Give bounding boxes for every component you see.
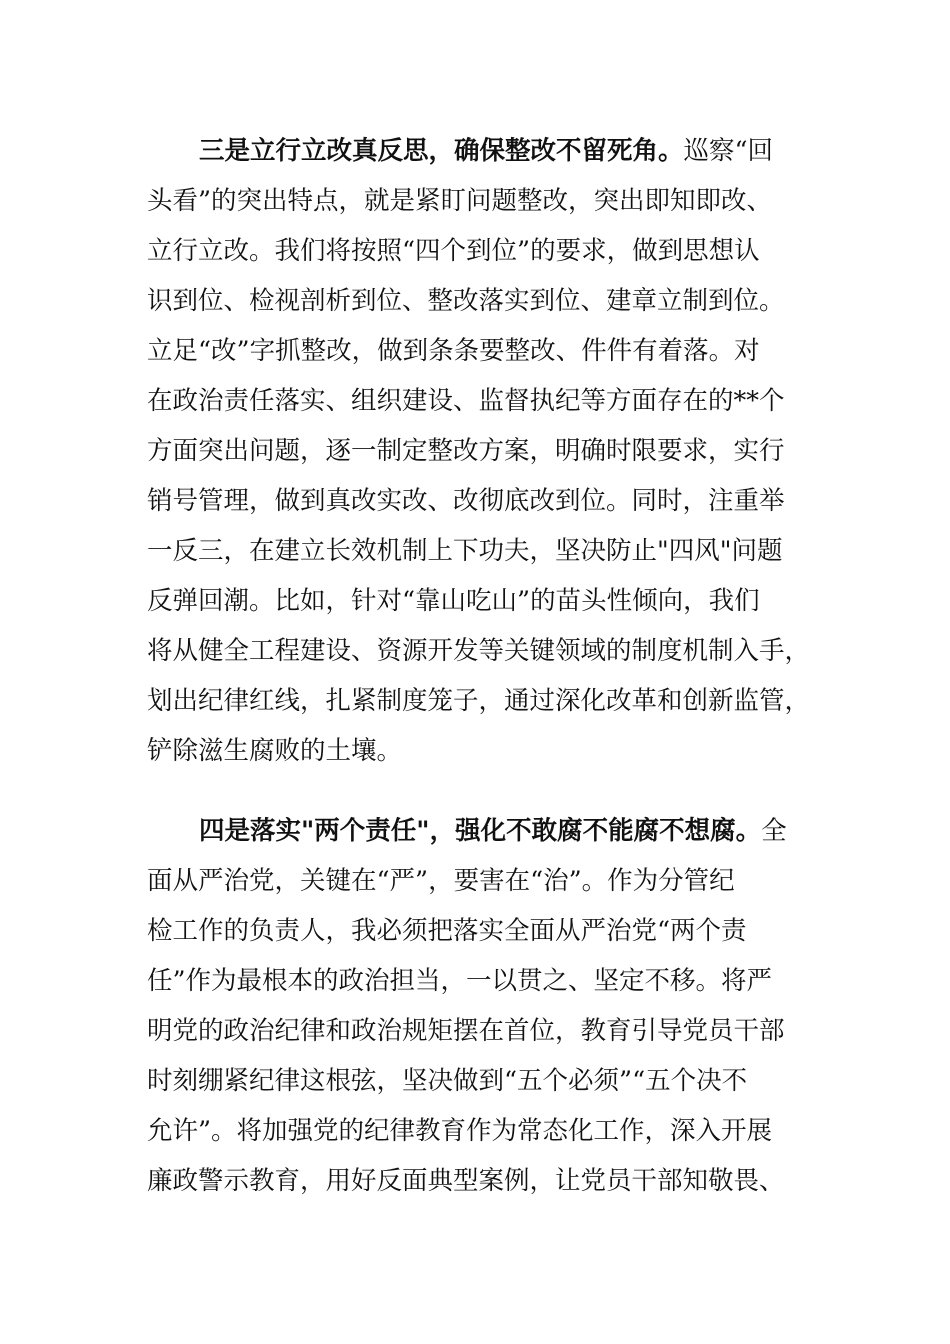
paragraph-line (147, 126, 807, 176)
paragraph-line: 廉政警示教育，用好反面典型案例，让党员干部知敬畏、 (147, 1166, 785, 1196)
paragraph-heading: 四是落实"两个责任"，强化不敢腐不能腐不想腐。 (199, 816, 762, 846)
paragraph-line: 识到位、检视剖析到位、整改落实到位、建章立制到位。 (147, 286, 785, 316)
paragraph-line: 立行立改。我们将按照“四个到位”的要求，做到思想认 (147, 236, 760, 266)
paragraph-line: 允许”。将加强党的纪律教育作为常态化工作，深入开展 (147, 1116, 773, 1146)
paragraph-line: 反弹回潮。比如，针对“靠山吃山”的苗头性倾向，我们 (147, 586, 760, 616)
paragraph-line: 明党的政治纪律和政治规矩摆在首位，教育引导党员干部 (147, 1016, 785, 1046)
paragraph-line: 立足“改”字抓整改，做到条条要整改、件件有着落。对 (147, 336, 760, 366)
paragraph-text: 巡察“回 (683, 136, 774, 166)
paragraph-line: 销号管理，做到真改实改、改彻底改到位。同时，注重举 (147, 486, 785, 516)
paragraph-line: 检工作的负责人，我必须把落实全面从严治党“两个责 (147, 916, 747, 946)
paragraph-text: 全 (761, 816, 787, 846)
paragraph-line: 铲除滋生腐败的土壤。 (147, 736, 403, 766)
paragraph-line (147, 806, 807, 856)
paragraph-line: 在政治责任落实、组织建设、监督执纪等方面存在的**个 (147, 386, 785, 416)
paragraph-line: 头看”的突出特点，就是紧盯问题整改，突出即知即改、 (147, 186, 773, 216)
paragraph-line: 任”作为最根本的政治担当，一以贯之、坚定不移。将严 (147, 966, 773, 996)
paragraph-line: 一反三，在建立长效机制上下功夫，坚决防止"四风"问题 (147, 536, 783, 566)
paragraph-line: 将从健全工程建设、资源开发等关键领域的制度机制入手， (147, 636, 811, 666)
paragraph-1 (147, 126, 811, 776)
paragraph-line: 时刻绷紧纪律这根弦，坚决做到“五个必须”“五个决不 (147, 1066, 748, 1096)
paragraph-line: 面从严治党，关键在“严”，要害在“治”。作为分管纪 (147, 866, 735, 896)
paragraph-heading: 三是立行立改真反思，确保整改不留死角。 (199, 136, 684, 166)
paragraph-2 (147, 806, 807, 1206)
paragraph-line: 方面突出问题，逐一制定整改方案，明确时限要求，实行 (147, 436, 785, 466)
paragraph-line: 划出纪律红线，扎紧制度笼子，通过深化改革和创新监管， (147, 686, 811, 716)
